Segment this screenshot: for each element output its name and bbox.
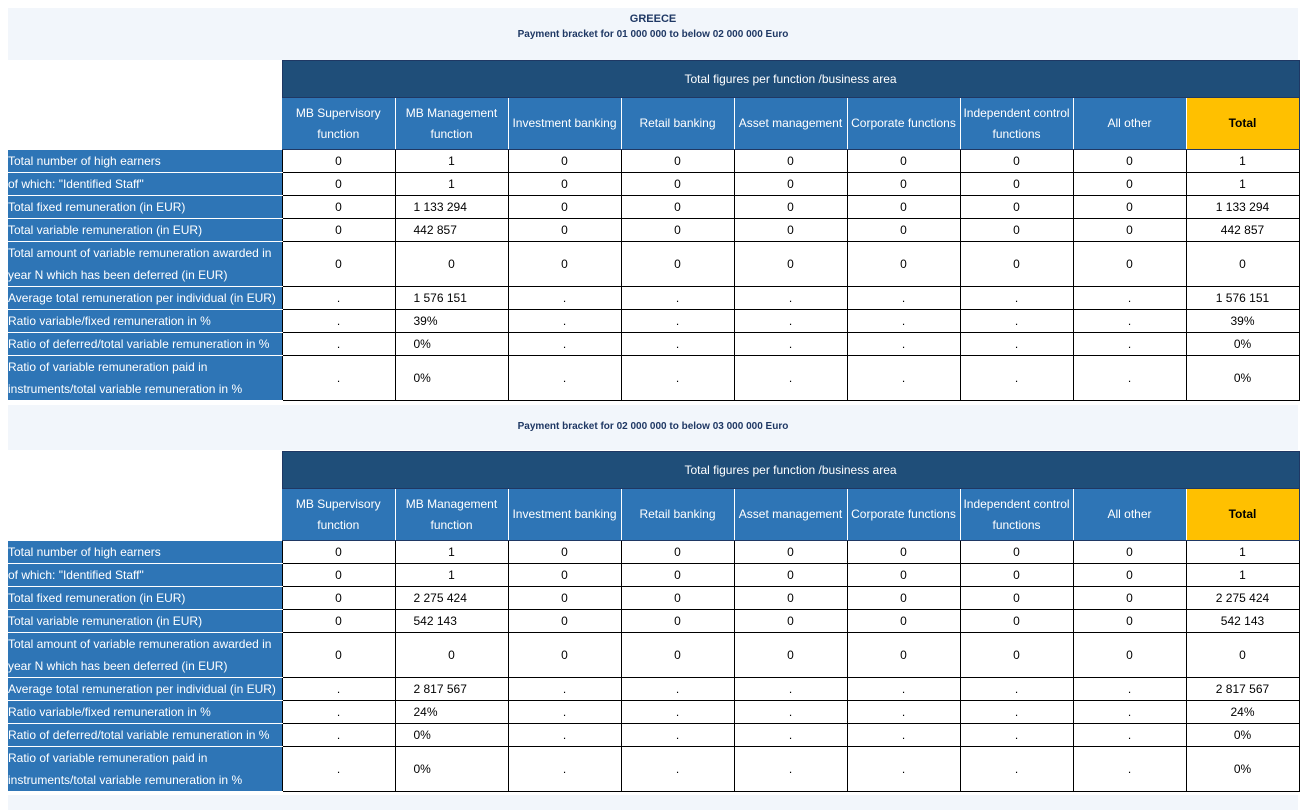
table-cell: 0 bbox=[847, 150, 960, 173]
function-banner: Total figures per function /business area bbox=[282, 61, 1299, 98]
table-cell: 0 bbox=[847, 587, 960, 610]
table-cell: 0 bbox=[621, 541, 734, 564]
table-cell: . bbox=[1073, 287, 1186, 310]
table-cell: . bbox=[847, 287, 960, 310]
bracket-2-band bbox=[8, 405, 1298, 450]
table-cell: 24% bbox=[395, 701, 508, 724]
table-cell: 0 bbox=[734, 219, 847, 242]
table-cell: 2 275 424 bbox=[395, 587, 508, 610]
table-cell: . bbox=[508, 310, 621, 333]
remuneration-table-bracket-1 bbox=[8, 60, 1300, 401]
table-row bbox=[8, 287, 1299, 310]
table-cell: . bbox=[734, 747, 847, 792]
table-cell: . bbox=[734, 678, 847, 701]
table-cell: . bbox=[960, 310, 1073, 333]
table-cell: 0 bbox=[847, 242, 960, 287]
table-cell: 0 bbox=[1073, 219, 1186, 242]
column-header: Independent control functions bbox=[960, 489, 1073, 541]
column-header: Corporate functions bbox=[847, 489, 960, 541]
table-cell: 0 bbox=[282, 633, 395, 678]
column-header: Total bbox=[1186, 489, 1299, 541]
table-cell: 542 143 bbox=[1186, 610, 1299, 633]
table-cell: 0 bbox=[508, 196, 621, 219]
row-label: Total variable remuneration (in EUR) bbox=[8, 610, 282, 633]
table-cell: 0 bbox=[734, 196, 847, 219]
table-cell: . bbox=[734, 701, 847, 724]
corner-cell bbox=[8, 452, 282, 541]
corner-cell bbox=[8, 61, 282, 150]
column-header: Asset management bbox=[734, 489, 847, 541]
row-label: Total amount of variable remuneration awarded in year N which has been deferred (in EUR) bbox=[8, 633, 282, 678]
table-row bbox=[8, 173, 1299, 196]
table-cell: . bbox=[847, 333, 960, 356]
table-cell: 1 bbox=[395, 173, 508, 196]
table-cell: 0 bbox=[508, 610, 621, 633]
table-cell: 0% bbox=[395, 356, 508, 401]
table-cell: 0 bbox=[508, 564, 621, 587]
table-cell: 0 bbox=[847, 196, 960, 219]
table-cell: 0 bbox=[1073, 610, 1186, 633]
table-cell: . bbox=[508, 678, 621, 701]
table-cell: 0 bbox=[508, 541, 621, 564]
column-header: MB Supervisory function bbox=[282, 98, 395, 150]
table-cell: 0 bbox=[1073, 633, 1186, 678]
bottom-band bbox=[8, 795, 1298, 810]
table-cell: 0 bbox=[621, 564, 734, 587]
table-cell: 0 bbox=[960, 633, 1073, 678]
table-row bbox=[8, 701, 1299, 724]
column-header: Total bbox=[1186, 98, 1299, 150]
table-cell: 0 bbox=[734, 633, 847, 678]
table-cell: . bbox=[621, 747, 734, 792]
table-cell: 1 bbox=[1186, 150, 1299, 173]
table-cell: 0 bbox=[734, 150, 847, 173]
table-cell: 0 bbox=[282, 587, 395, 610]
table-cell: . bbox=[282, 310, 395, 333]
table-cell: 0 bbox=[734, 587, 847, 610]
table-cell: . bbox=[621, 356, 734, 401]
table-row bbox=[8, 724, 1299, 747]
table-row bbox=[8, 610, 1299, 633]
column-header: Investment banking bbox=[508, 98, 621, 150]
table-cell: 0 bbox=[621, 196, 734, 219]
table-cell: . bbox=[508, 356, 621, 401]
table-cell: 0 bbox=[621, 173, 734, 196]
table-cell: . bbox=[734, 356, 847, 401]
table-cell: 2 275 424 bbox=[1186, 587, 1299, 610]
table-cell: 1 bbox=[1186, 173, 1299, 196]
table-cell: . bbox=[1073, 724, 1186, 747]
table-cell: 0 bbox=[282, 564, 395, 587]
table-cell: 0 bbox=[508, 219, 621, 242]
table-cell: 0 bbox=[1073, 242, 1186, 287]
table-cell: 0 bbox=[1073, 150, 1186, 173]
table-row bbox=[8, 150, 1299, 173]
table-cell: 0 bbox=[847, 173, 960, 196]
table-cell: 0 bbox=[960, 219, 1073, 242]
table-row bbox=[8, 219, 1299, 242]
table-cell: 0% bbox=[1186, 747, 1299, 792]
table-cell: . bbox=[847, 356, 960, 401]
table-cell: . bbox=[282, 678, 395, 701]
table-cell: . bbox=[621, 333, 734, 356]
table-cell: . bbox=[847, 701, 960, 724]
table-cell: . bbox=[282, 333, 395, 356]
row-label: Average total remuneration per individual (in EUR) bbox=[8, 678, 282, 701]
row-label: Total amount of variable remuneration awarded in year N which has been deferred (in EUR) bbox=[8, 242, 282, 287]
row-label: Ratio of deferred/total variable remuneration in % bbox=[8, 333, 282, 356]
table-cell: 1 576 151 bbox=[1186, 287, 1299, 310]
table-cell: 0 bbox=[282, 196, 395, 219]
table-cell: 1 133 294 bbox=[1186, 196, 1299, 219]
table-cell: 0 bbox=[621, 587, 734, 610]
table-cell: . bbox=[1073, 701, 1186, 724]
table-cell: . bbox=[1073, 333, 1186, 356]
table-cell: . bbox=[282, 724, 395, 747]
column-header: MB Supervisory function bbox=[282, 489, 395, 541]
table-row bbox=[8, 633, 1299, 678]
table-cell: 1 bbox=[395, 564, 508, 587]
table-cell: 0 bbox=[960, 242, 1073, 287]
column-header: Independent control functions bbox=[960, 98, 1073, 150]
table-cell: 0 bbox=[395, 633, 508, 678]
row-label: Total variable remuneration (in EUR) bbox=[8, 219, 282, 242]
table-cell: . bbox=[734, 287, 847, 310]
table-cell: 0 bbox=[508, 587, 621, 610]
table-cell: 0 bbox=[847, 633, 960, 678]
table-cell: 542 143 bbox=[395, 610, 508, 633]
table-cell: . bbox=[847, 310, 960, 333]
banner-row bbox=[8, 452, 1299, 489]
table-cell: 0 bbox=[960, 564, 1073, 587]
table-cell: 0% bbox=[1186, 333, 1299, 356]
table-cell: 1 bbox=[1186, 564, 1299, 587]
table-cell: . bbox=[734, 724, 847, 747]
table-cell: 1 bbox=[395, 150, 508, 173]
row-label: Total fixed remuneration (in EUR) bbox=[8, 587, 282, 610]
table-cell: 0 bbox=[734, 541, 847, 564]
table-cell: . bbox=[621, 678, 734, 701]
row-label: Total number of high earners bbox=[8, 150, 282, 173]
table-cell: 0 bbox=[1073, 196, 1186, 219]
table-cell: 39% bbox=[395, 310, 508, 333]
table-cell: 0 bbox=[621, 219, 734, 242]
table-cell: . bbox=[734, 310, 847, 333]
table-cell: 0% bbox=[1186, 356, 1299, 401]
table-cell: 0 bbox=[734, 610, 847, 633]
table-cell: 0 bbox=[508, 633, 621, 678]
table-cell: . bbox=[960, 356, 1073, 401]
table-cell: 0 bbox=[1073, 587, 1186, 610]
table-cell: . bbox=[847, 747, 960, 792]
table-cell: . bbox=[508, 287, 621, 310]
table-cell: . bbox=[508, 333, 621, 356]
table-cell: 1 133 294 bbox=[395, 196, 508, 219]
table-cell: . bbox=[847, 724, 960, 747]
table-cell: 0 bbox=[508, 150, 621, 173]
table-cell: . bbox=[960, 678, 1073, 701]
table-cell: 0 bbox=[1186, 633, 1299, 678]
table-cell: 0 bbox=[960, 196, 1073, 219]
table-cell: 0 bbox=[734, 564, 847, 587]
table-cell: . bbox=[508, 701, 621, 724]
table-cell: 0 bbox=[960, 587, 1073, 610]
table-cell: 0 bbox=[282, 242, 395, 287]
table-cell: . bbox=[282, 701, 395, 724]
table-cell: 0 bbox=[282, 219, 395, 242]
title-band bbox=[8, 8, 1298, 60]
table-cell: . bbox=[282, 287, 395, 310]
table-cell: . bbox=[282, 747, 395, 792]
table-cell: 0 bbox=[1186, 242, 1299, 287]
table-cell: 0 bbox=[960, 173, 1073, 196]
table-cell: . bbox=[282, 356, 395, 401]
table-cell: 0 bbox=[1073, 564, 1186, 587]
table-cell: 442 857 bbox=[1186, 219, 1299, 242]
row-label: Ratio of variable remuneration paid in instruments/total variable remuneration in % bbox=[8, 356, 282, 401]
table-cell: 0 bbox=[282, 541, 395, 564]
column-header: Retail banking bbox=[621, 489, 734, 541]
table-cell: 0 bbox=[621, 150, 734, 173]
table-cell: 0 bbox=[960, 541, 1073, 564]
column-header: Asset management bbox=[734, 98, 847, 150]
table-cell: 0 bbox=[847, 541, 960, 564]
table-cell: 0 bbox=[960, 150, 1073, 173]
bracket-1-title: Payment bracket for 01 000 000 to below 02 000 000 Euro bbox=[517, 29, 789, 40]
table-cell: 0 bbox=[1073, 541, 1186, 564]
table-cell: 1 576 151 bbox=[395, 287, 508, 310]
table-cell: . bbox=[621, 310, 734, 333]
table-cell: . bbox=[960, 701, 1073, 724]
column-header: Corporate functions bbox=[847, 98, 960, 150]
table-cell: . bbox=[1073, 310, 1186, 333]
table-row bbox=[8, 541, 1299, 564]
table-row bbox=[8, 196, 1299, 219]
row-label: Average total remuneration per individual (in EUR) bbox=[8, 287, 282, 310]
table-cell: 39% bbox=[1186, 310, 1299, 333]
table-cell: . bbox=[960, 724, 1073, 747]
table-row bbox=[8, 310, 1299, 333]
table-cell: . bbox=[1073, 356, 1186, 401]
table-cell: 0% bbox=[395, 333, 508, 356]
table-cell: 0 bbox=[621, 633, 734, 678]
table-cell: . bbox=[960, 333, 1073, 356]
table-cell: 0 bbox=[508, 242, 621, 287]
table-cell: 1 bbox=[1186, 541, 1299, 564]
table-cell: 0 bbox=[282, 150, 395, 173]
column-header: MB Management function bbox=[395, 98, 508, 150]
table-cell: 0 bbox=[1073, 173, 1186, 196]
table-cell: 0 bbox=[282, 173, 395, 196]
table-row bbox=[8, 356, 1299, 401]
table-row bbox=[8, 747, 1299, 792]
column-header: Retail banking bbox=[621, 98, 734, 150]
table-cell: 0 bbox=[847, 219, 960, 242]
table-cell: 24% bbox=[1186, 701, 1299, 724]
table-cell: . bbox=[621, 287, 734, 310]
table-cell: 2 817 567 bbox=[1186, 678, 1299, 701]
table-row bbox=[8, 587, 1299, 610]
table-cell: . bbox=[734, 333, 847, 356]
row-label: Total fixed remuneration (in EUR) bbox=[8, 196, 282, 219]
table-cell: 0 bbox=[621, 610, 734, 633]
table-cell: . bbox=[1073, 678, 1186, 701]
row-label: Ratio variable/fixed remuneration in % bbox=[8, 701, 282, 724]
table-row bbox=[8, 333, 1299, 356]
table-cell: . bbox=[960, 287, 1073, 310]
row-label: Ratio of variable remuneration paid in instruments/total variable remuneration in % bbox=[8, 747, 282, 792]
table-cell: . bbox=[621, 724, 734, 747]
table-row bbox=[8, 564, 1299, 587]
row-label: Total number of high earners bbox=[8, 541, 282, 564]
row-label: Ratio variable/fixed remuneration in % bbox=[8, 310, 282, 333]
country-title: GREECE bbox=[629, 13, 677, 25]
row-label: of which: "Identified Staff" bbox=[8, 173, 282, 196]
table-cell: 0 bbox=[508, 173, 621, 196]
table-cell: . bbox=[621, 701, 734, 724]
table-cell: 1 bbox=[395, 541, 508, 564]
table-cell: . bbox=[508, 747, 621, 792]
function-banner: Total figures per function /business area bbox=[282, 452, 1299, 489]
table-cell: . bbox=[960, 747, 1073, 792]
table-cell: . bbox=[508, 724, 621, 747]
table-cell: 0 bbox=[282, 610, 395, 633]
table-row bbox=[8, 678, 1299, 701]
column-header: All other bbox=[1073, 98, 1186, 150]
column-header: Investment banking bbox=[508, 489, 621, 541]
row-label: Ratio of deferred/total variable remuneration in % bbox=[8, 724, 282, 747]
column-header: All other bbox=[1073, 489, 1186, 541]
banner-row bbox=[8, 61, 1299, 98]
table-cell: 0 bbox=[734, 242, 847, 287]
row-label: of which: "Identified Staff" bbox=[8, 564, 282, 587]
table-cell: 0% bbox=[395, 724, 508, 747]
bracket-2-title: Payment bracket for 02 000 000 to below 03 000 000 Euro bbox=[517, 421, 789, 432]
table-cell: 0% bbox=[1186, 724, 1299, 747]
table-row bbox=[8, 242, 1299, 287]
table-cell: 0 bbox=[734, 173, 847, 196]
remuneration-table-bracket-2 bbox=[8, 451, 1300, 792]
table-cell: 0 bbox=[395, 242, 508, 287]
table-cell: 0 bbox=[847, 610, 960, 633]
table-cell: 0 bbox=[960, 610, 1073, 633]
table-cell: 0 bbox=[621, 242, 734, 287]
table-cell: 0 bbox=[847, 564, 960, 587]
table-cell: 2 817 567 bbox=[395, 678, 508, 701]
table-cell: 0% bbox=[395, 747, 508, 792]
table-cell: . bbox=[1073, 747, 1186, 792]
column-header: MB Management function bbox=[395, 489, 508, 541]
table-cell: 442 857 bbox=[395, 219, 508, 242]
table-cell: . bbox=[847, 678, 960, 701]
